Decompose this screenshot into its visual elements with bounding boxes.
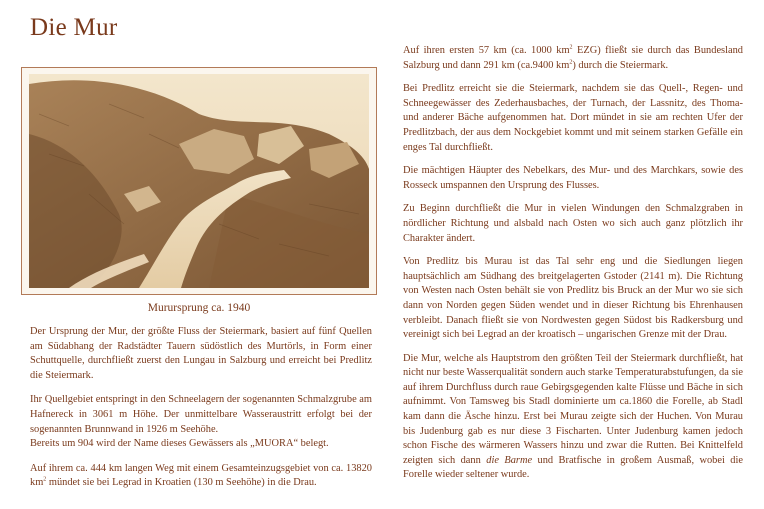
superscript: 2 (569, 44, 573, 51)
paragraph-text: Auf ihrem ca. 444 km langen Weg mit einem Gesamteinzugsgebiet von ca. 13820 km (30, 462, 372, 489)
superscript: 2 (569, 59, 573, 66)
paragraph-text: Ihr Quellgebiet entspringt in den Schneelagern der sogenannten Schmalzgrube am Hafnereck in 3061 m Höhe. Der unmittelbare Wasseraustritt erfolgt bei der sogenannten Brunnwand in 1926 m Seehöhe. (30, 394, 372, 435)
superscript: 2 (43, 476, 47, 483)
paragraph: Der Ursprung der Mur, der größte Fluss der Steiermark, basiert auf fünf Quellen am Südabhang der Radstädter Tauern südöstlich des Murtörls, in Form einer Schuttquelle, durchfließt zuerst den Lungau in Salzburg und erreicht bei Predlitz die Steiermark. (30, 326, 372, 381)
paragraph: Die mächtigen Häupter des Nebelkars, des Mur- und des Marchkars, sowie des Rosseck umspannen den Ursprung des Flusses. (403, 165, 743, 191)
paragraph-text: mündet sie bei Legrad in Kroatien (130 m Seehöhe) in die Drau. (46, 477, 317, 489)
paragraph-text: EZG) fließt sie durch das Bundesland Salzburg und dann 291 km (ca.9400 km (403, 45, 743, 71)
mountain-stream-photo (29, 74, 369, 288)
paragraph (30, 393, 372, 451)
photo-frame (21, 67, 377, 295)
right-column (403, 44, 743, 492)
paragraph-text: und Bratfische in großem Ausmaß, wobei die Forelle wieder seltener wurde. (403, 454, 743, 481)
paragraph (403, 352, 743, 483)
page-title: Die Mur (30, 14, 118, 41)
emphasis-text: die Barme (486, 454, 533, 466)
paragraph: Zu Beginn durchfließt die Mur in vielen Windungen den Schmalzgraben in nördlicher Richtung und alsbald nach Osten wo sich auch ganz plötzlich ihr Charakter ändert. (403, 203, 743, 244)
left-column (30, 325, 372, 501)
paragraph: Von Predlitz bis Murau ist das Tal sehr eng und die Siedlungen liegen hauptsächlich am Südhang des breitgelagerten Gstoder (2141 m). Die Richtung von Westen nach Osten behält sie von Predlitz bis Bruck an der Mur wo sie sich dann von Norden gegen Süden wendet und in dieser Richtung bis Ehrenhausen verbleibt. Danach fließt sie von Nordwesten gegen Südost bis Radkersburg und vereinigt sich bei Legrad an der kroatisch – ungarischen Grenze mit der Drau. (403, 256, 743, 341)
paragraph (30, 462, 372, 491)
paragraph-text: Die Mur, welche als Hauptstrom den größten Teil der Steiermark durchfließt, hat nicht nur beste Wasserqualität sondern auch starke Temperaturabstufungen, da sie auf ihrem Durchfluss durch raue Gebirgsgegenden kalte Flüsse und Bäche in sich aufnimmt. Von Tamsweg bis Stadl dominierte um ca.1860 die Forelle, ab Stadl kam dann die Äsche hinzu. Erst bei Murau zeigte sich der Huchen. Von Murau bis Judenburg gab es nur diese 3 Fischarten. Unter Judenburg kamen jedoch schon Fische des wärmeren Wassers hinzu und zwar die Rutten. Bei Knittelfeld zeigten sich dann (403, 352, 743, 466)
paragraph-text: Bereits um 904 wird der Name dieses Gewässers als „MUORA“ belegt. (30, 438, 329, 450)
paragraph-text: Auf ihren ersten 57 km (ca. 1000 km (403, 45, 570, 56)
paragraph: Bei Predlitz erreicht sie die Steiermark, nachdem sie das Quell-, Regen- und Schneegewässer des Zederhausbaches, der Turnach, der Lassnitz, des Thoma- und anderer Bäche aufgenommen hat. Dort mündet in sie am rechten Ufer der Predlitzbach, der aus dem Nockgebiet kommt und mit seinem starken Gefälle ein enges Tal durchfließt. (403, 83, 743, 153)
photo-caption: Murursprung ca. 1940 (147, 302, 251, 314)
paragraph-text: ) durch die Steiermark. (572, 59, 669, 71)
paragraph (403, 44, 743, 73)
